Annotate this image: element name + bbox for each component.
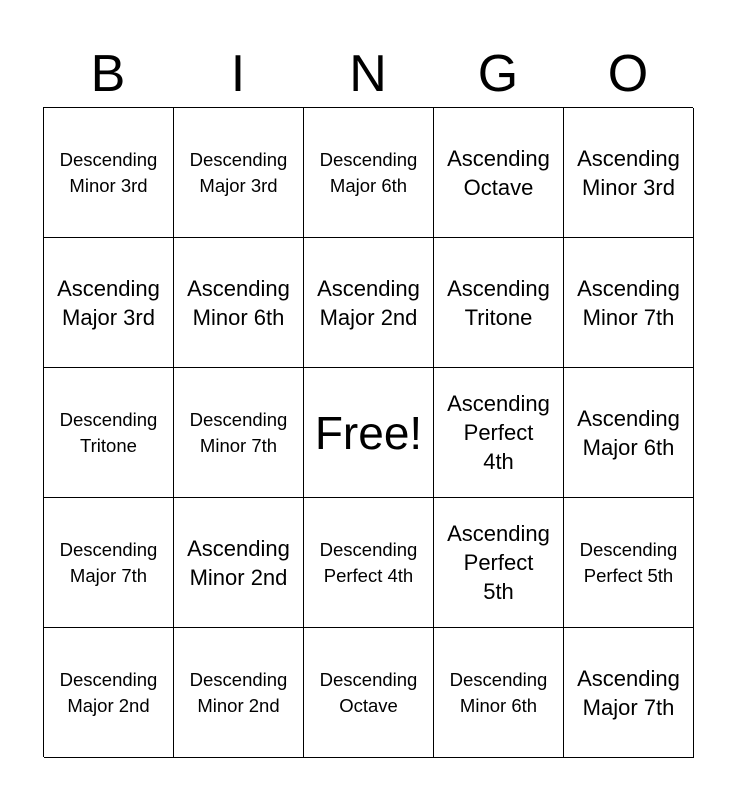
bingo-cell-r3-c4[interactable] <box>564 498 694 628</box>
bingo-cell-r1-c2[interactable] <box>304 238 434 368</box>
cell-label: Ascending Minor 7th <box>577 275 680 330</box>
bingo-cell-r3-c1[interactable] <box>174 498 304 628</box>
cell-label: Ascending Minor 6th <box>187 275 290 330</box>
bingo-cell-r0-c1[interactable] <box>174 108 304 238</box>
bingo-cell-r4-c3[interactable] <box>434 628 564 758</box>
cell-label: Descending Minor 7th <box>189 408 288 456</box>
header-letter-b: B <box>90 45 126 103</box>
cell-label: Ascending Octave <box>447 145 550 200</box>
bingo-cell-r3-c2[interactable] <box>304 498 434 628</box>
cell-label: Descending Major 2nd <box>59 668 158 716</box>
bingo-cell-r3-c3[interactable] <box>434 498 564 628</box>
bingo-cell-r1-c1[interactable] <box>174 238 304 368</box>
bingo-cell-r1-c0[interactable] <box>44 238 174 368</box>
header-letter-g: G <box>477 45 519 103</box>
cell-label: Ascending Minor 3rd <box>577 145 680 200</box>
free-space-label: Free! <box>314 406 423 459</box>
cell-label: Descending Minor 3rd <box>59 148 158 196</box>
header-letter-i: I <box>230 45 246 103</box>
bingo-cell-r3-c0[interactable] <box>44 498 174 628</box>
cell-label: Ascending Major 6th <box>577 405 680 460</box>
bingo-cell-r2-c0[interactable] <box>44 368 174 498</box>
bingo-cell-r2-c3[interactable] <box>434 368 564 498</box>
header-letter-n: N <box>349 45 387 103</box>
bingo-cell-r4-c2[interactable] <box>304 628 434 758</box>
cell-label: Ascending Perfect 5th <box>447 521 550 604</box>
cell-label: Ascending Major 7th <box>577 665 680 720</box>
cell-label: Ascending Perfect 4th <box>447 391 550 474</box>
cell-label: Descending Perfect 4th <box>319 538 418 586</box>
bingo-board <box>43 107 693 757</box>
cell-label: Descending Major 3rd <box>189 148 288 196</box>
cell-label: Descending Major 7th <box>59 538 158 586</box>
bingo-cell-r2-c1[interactable] <box>174 368 304 498</box>
bingo-cell-r0-c4[interactable] <box>564 108 694 238</box>
header-letter-o: O <box>607 45 649 103</box>
bingo-cell-r4-c0[interactable] <box>44 628 174 758</box>
bingo-cell-r1-c4[interactable] <box>564 238 694 368</box>
cell-label: Ascending Minor 2nd <box>187 535 290 590</box>
bingo-cell-r1-c3[interactable] <box>434 238 564 368</box>
cell-label: Descending Minor 6th <box>449 668 548 716</box>
cell-label: Ascending Major 2nd <box>317 275 420 330</box>
cell-label: Descending Major 6th <box>319 148 418 196</box>
bingo-cell-r0-c0[interactable] <box>44 108 174 238</box>
bingo-cell-r0-c3[interactable] <box>434 108 564 238</box>
bingo-cell-r4-c1[interactable] <box>174 628 304 758</box>
cell-label: Ascending Tritone <box>447 275 550 330</box>
cell-label: Ascending Major 3rd <box>57 275 160 330</box>
cell-label: Descending Minor 2nd <box>189 668 288 716</box>
cell-label: Descending Perfect 5th <box>579 538 678 586</box>
cell-label: Descending Tritone <box>59 408 158 456</box>
bingo-free-space[interactable] <box>304 368 434 498</box>
bingo-cell-r0-c2[interactable] <box>304 108 434 238</box>
bingo-cell-r4-c4[interactable] <box>564 628 694 758</box>
cell-label: Descending Octave <box>319 668 418 716</box>
bingo-header <box>43 40 693 108</box>
bingo-cell-r2-c4[interactable] <box>564 368 694 498</box>
